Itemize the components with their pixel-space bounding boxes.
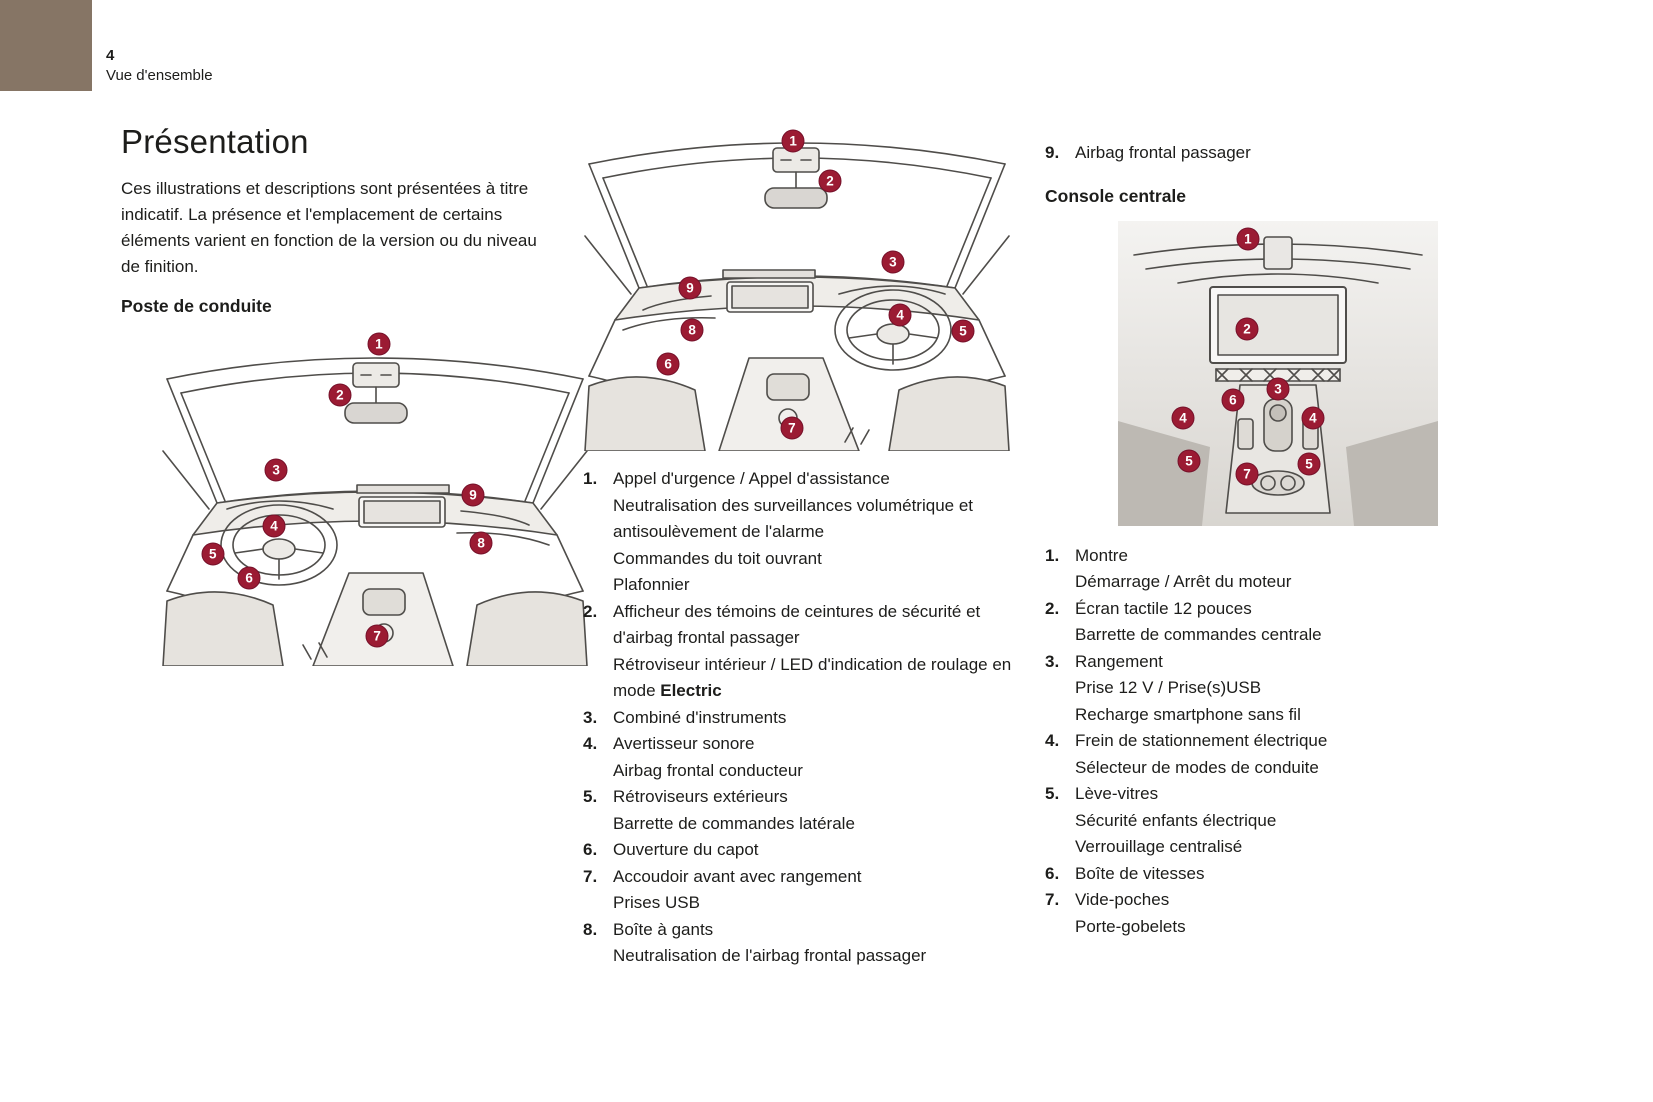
callout-9: 9 <box>679 277 702 300</box>
cockpit-illustration <box>161 333 589 666</box>
cockpit-figure-rhd <box>583 118 1011 451</box>
callout-5-right: 5 <box>1298 452 1321 475</box>
item-line: Avertisseur sonore <box>613 734 755 753</box>
list-item <box>1045 781 1465 861</box>
callout-2: 2 <box>1235 318 1258 341</box>
item-line: Vide-poches <box>1075 890 1170 909</box>
callout-1: 1 <box>367 332 390 355</box>
item-line: Prise 12 V / Prise(s)USB <box>1075 678 1262 697</box>
section-title: Vue d'ensemble <box>106 67 213 84</box>
callout-2: 2 <box>328 383 351 406</box>
callout-6: 6 <box>238 567 261 590</box>
callout-7: 7 <box>1235 462 1258 485</box>
callout-5-left: 5 <box>1178 450 1201 473</box>
list-item <box>583 705 1015 732</box>
console-figure <box>1118 221 1438 526</box>
item-number: 8. <box>583 919 598 939</box>
item-line: Lève-vitres <box>1075 784 1159 803</box>
item-number: 1. <box>583 469 598 488</box>
item-line: Ouverture du capot <box>613 840 759 859</box>
corner-accent-block <box>0 0 92 91</box>
item-number: 3. <box>583 707 598 727</box>
list-item <box>583 466 1015 599</box>
item-number: 7. <box>1045 890 1060 909</box>
item-number: 2. <box>1045 598 1060 618</box>
item-line: Verrouillage centralisé <box>1075 837 1243 856</box>
item-line: Combiné d'instruments <box>613 707 787 727</box>
callout-1: 1 <box>1236 228 1259 251</box>
item-line: Montre <box>1075 545 1128 565</box>
callout-5: 5 <box>201 543 224 566</box>
item-line: Afficheur des témoins de ceintures de sécurité et d'airbag frontal passager <box>613 601 981 647</box>
item-line: Recharge smartphone sans fil <box>1075 704 1301 724</box>
item-line: Boîte à gants <box>613 919 714 939</box>
item-number: 3. <box>1045 651 1060 671</box>
callout-4-right: 4 <box>1301 407 1324 430</box>
item-number: 5. <box>1045 784 1060 803</box>
item-line: Démarrage / Arrêt du moteur <box>1075 572 1292 591</box>
item-line: Frein de stationnement électrique <box>1075 731 1328 750</box>
callout-2: 2 <box>818 170 841 193</box>
item-number: 4. <box>583 734 598 753</box>
item-line: Porte-gobelets <box>1075 916 1186 936</box>
item-line: Sécurité enfants électrique <box>1075 810 1277 830</box>
item-number: 9. <box>1045 143 1060 162</box>
list-item <box>583 599 1015 705</box>
item-line: Prises USB <box>613 893 700 912</box>
item-number: 4. <box>1045 731 1060 750</box>
callout-8: 8 <box>681 318 704 341</box>
console-list <box>1045 543 1465 941</box>
callout-7: 7 <box>780 417 803 440</box>
item-line: Barrette de commandes centrale <box>1075 625 1322 644</box>
page-number: 4 <box>106 47 115 64</box>
cockpit-illustration <box>583 118 1011 451</box>
list-item <box>1045 887 1465 940</box>
item-number: 2. <box>583 601 598 621</box>
callout-3: 3 <box>1267 377 1290 400</box>
page-title: Présentation <box>121 123 309 160</box>
item-number: 7. <box>583 866 598 886</box>
callout-6: 6 <box>1221 389 1244 412</box>
item-line: Écran tactile 12 pouces <box>1075 598 1252 618</box>
item-number: 5. <box>583 787 598 806</box>
list-item <box>583 837 1015 864</box>
intro-paragraph: Ces illustrations et descriptions sont présentées à titre indicatif. La présence et l'emplacement de certains éléments varient en fonction de la version ou du niveau de finition. <box>121 179 537 276</box>
item-line-text: Rétroviseur intérieur / LED d'indication de roulage en mode <box>613 654 1012 700</box>
callout-1: 1 <box>782 129 805 152</box>
page-header <box>106 46 213 86</box>
callout-3: 3 <box>265 458 288 481</box>
callout-5: 5 <box>952 319 975 342</box>
item-number: 1. <box>1045 545 1060 565</box>
cockpit-heading: Poste de conduite <box>121 296 272 316</box>
callout-4: 4 <box>262 515 285 538</box>
item-line: Airbag frontal conducteur <box>613 760 803 780</box>
item-line: Commandes du toit ouvrant <box>613 548 822 568</box>
callout-8: 8 <box>470 532 493 555</box>
list-item <box>1045 861 1465 888</box>
item-number: 6. <box>1045 863 1060 883</box>
list-item <box>1045 728 1465 781</box>
item-line: Airbag frontal passager <box>1075 143 1251 162</box>
console-heading: Console centrale <box>1045 185 1187 206</box>
callout-3: 3 <box>881 250 904 273</box>
item-number: 6. <box>583 840 598 859</box>
callout-7: 7 <box>366 625 389 648</box>
list-item <box>1045 543 1465 596</box>
airbag-passenger-item <box>1045 140 1465 167</box>
middle-column <box>583 118 1015 970</box>
callout-6: 6 <box>657 352 680 375</box>
item-line: Accoudoir avant avec rangement <box>613 866 862 886</box>
item-line: Sélecteur de modes de conduite <box>1075 757 1319 777</box>
callout-9: 9 <box>462 483 485 506</box>
left-column <box>121 122 553 682</box>
cockpit-figure-lhd <box>161 333 589 666</box>
item-line: Neutralisation de l'airbag frontal passager <box>613 946 927 965</box>
list-item <box>583 864 1015 917</box>
item-line: Barrette de commandes latérale <box>613 813 855 833</box>
item-line: Rangement <box>1075 651 1163 671</box>
item-line: Plafonnier <box>613 575 690 594</box>
item-line: Rétroviseurs extérieurs <box>613 787 788 806</box>
cockpit-list <box>583 466 1015 970</box>
list-item <box>583 917 1015 970</box>
list-item <box>583 784 1015 837</box>
item-line: Neutralisation des surveillances volumétrique et antisoulèvement de l'alarme <box>613 495 974 541</box>
console-illustration <box>1118 221 1438 526</box>
item-line: Boîte de vitesses <box>1075 863 1205 883</box>
item-line: Appel d'urgence / Appel d'assistance <box>613 469 890 488</box>
list-item <box>1045 649 1465 729</box>
callout-4: 4 <box>889 304 912 327</box>
callout-4-left: 4 <box>1171 407 1194 430</box>
list-item <box>1045 596 1465 649</box>
list-item <box>583 731 1015 784</box>
item-line <box>613 652 1015 705</box>
right-column <box>1045 140 1465 940</box>
electric-mode-label: Electric <box>660 681 722 700</box>
